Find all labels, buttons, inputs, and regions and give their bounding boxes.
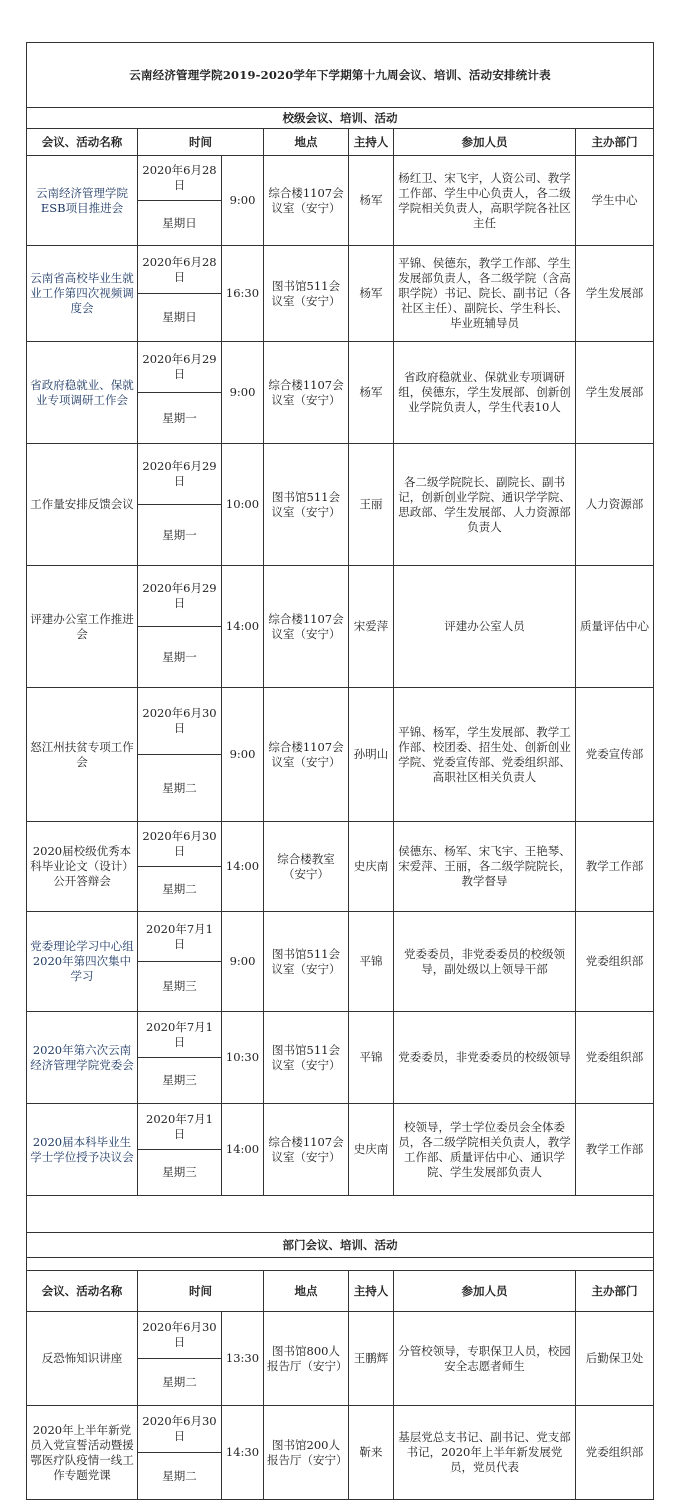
section-spacer [27,1196,654,1233]
event-date: 2020年7月1日 [138,1104,222,1150]
header-host: 主持人 [349,129,394,156]
event-participants: 评建办公室人员 [394,566,576,688]
event-location: 综合楼1107会议室（安宁） [264,156,349,246]
table-row [27,688,654,755]
event-weekday: 星期二 [138,1453,222,1500]
event-time: 13:30 [222,1312,264,1406]
event-weekday: 星期一 [138,505,222,566]
event-time: 9:00 [222,156,264,246]
event-host: 王丽 [349,444,394,566]
event-organizer: 学生发展部 [576,246,654,342]
event-date: 2020年6月29日 [138,566,222,627]
event-host: 杨军 [349,246,394,342]
event-host: 平锦 [349,912,394,1012]
table-row [27,444,654,505]
section-dept-heading: 部门会议、培训、活动 [27,1233,654,1258]
header-participants: 参加人员 [394,1271,576,1312]
event-location: 图书馆511会议室（安宁） [264,912,349,1012]
event-weekday: 星期日 [138,294,222,342]
event-name: 2020届校级优秀本科毕业论文（设计）公开答辩会 [27,822,138,912]
table-row [27,156,654,201]
header-organizer: 主办部门 [576,129,654,156]
event-date: 2020年6月29日 [138,342,222,393]
section-school-heading: 校级会议、培训、活动 [27,108,654,129]
header-location: 地点 [264,129,349,156]
event-date: 2020年6月30日 [138,1312,222,1359]
header-host: 主持人 [349,1271,394,1312]
event-name: 云南省高校毕业生就业工作第四次视频调度会 [27,246,138,342]
event-participants: 基层党总支书记、副书记、党支部书记，2020年上半年新发展党员，党员代表 [394,1406,576,1500]
event-participants: 校领导，学士学位委员会全体委员，各二级学院相关负责人，教学工作部、质量评估中心、通识学院、学生发展部负责人 [394,1104,576,1196]
event-participants: 分管校领导，专职保卫人员，校园安全志愿者师生 [394,1312,576,1406]
event-participants: 党委委员，非党委委员的校级领导 [394,1012,576,1104]
event-name: 反恐怖知识讲座 [27,1312,138,1406]
table-row [27,1104,654,1150]
table-row [27,342,654,393]
event-host: 杨军 [349,342,394,444]
header-time: 时间 [138,129,264,156]
event-participants: 侯德东、杨军、宋飞宇、王艳琴、宋爱萍、王丽，各二级学院院长，教学督导 [394,822,576,912]
event-host: 杨军 [349,156,394,246]
event-name: 怒江州扶贫专项工作会 [27,688,138,822]
header-participants: 参加人员 [394,129,576,156]
header-location: 地点 [264,1271,349,1312]
table-row [27,1012,654,1058]
event-location: 综合楼1107会议室（安宁） [264,688,349,822]
event-organizer: 党委组织部 [576,1406,654,1500]
event-name: 云南经济管理学院ESB项目推进会 [27,156,138,246]
event-time: 10:00 [222,444,264,566]
event-participants: 平锦、杨军，学生发展部、教学工作部、校团委、招生处、创新创业学院、党委宣传部、党委组织部、高职社区相关负责人 [394,688,576,822]
header-name: 会议、活动名称 [27,1271,138,1312]
event-location: 图书馆800人报告厅（安宁） [264,1312,349,1406]
event-weekday: 星期三 [138,962,222,1012]
event-host: 史庆南 [349,822,394,912]
header-organizer: 主办部门 [576,1271,654,1312]
page-title: 云南经济管理学院2019-2020学年下学期第十九周会议、培训、活动安排统计表 [27,43,654,108]
event-date: 2020年6月28日 [138,156,222,201]
event-weekday: 星期一 [138,393,222,444]
event-date: 2020年6月30日 [138,688,222,755]
event-host: 平锦 [349,1012,394,1104]
table-row [27,1406,654,1453]
event-time: 16:30 [222,246,264,342]
event-name: 工作量安排反馈会议 [27,444,138,566]
column-header-row [27,129,654,156]
event-time: 14:00 [222,1104,264,1196]
event-participants: 各二级学院院长、副院长、副书记，创新创业学院、通识学学院、思政部、学生发展部、人力资源部负责人 [394,444,576,566]
event-host: 孙明山 [349,688,394,822]
event-name: 2020年第六次云南经济管理学院党委会 [27,1012,138,1104]
event-organizer: 学生发展部 [576,342,654,444]
event-location: 综合楼教室（安宁） [264,822,349,912]
event-organizer: 党委宣传部 [576,688,654,822]
event-time: 14:30 [222,1406,264,1500]
event-host: 宋爱萍 [349,566,394,688]
event-location: 综合楼1107会议室（安宁） [264,342,349,444]
event-name: 2020届本科毕业生学士学位授予决议会 [27,1104,138,1196]
event-participants: 平锦、侯德东，教学工作部、学生发展部负责人，各二级学院（含高职学院）书记、院长、副书记（各社区主任）、副院长、学生科长、毕业班辅导员 [394,246,576,342]
event-organizer: 后勤保卫处 [576,1312,654,1406]
schedule-table [26,42,654,1500]
event-name: 省政府稳就业、保就业专项调研工作会 [27,342,138,444]
table-row [27,1312,654,1359]
header-time: 时间 [138,1271,264,1312]
event-time: 10:30 [222,1012,264,1104]
event-location: 图书馆511会议室（安宁） [264,1012,349,1104]
event-time: 9:00 [222,912,264,1012]
event-organizer: 党委组织部 [576,912,654,1012]
event-weekday: 星期三 [138,1058,222,1104]
event-host: 靳来 [349,1406,394,1500]
event-organizer: 质量评估中心 [576,566,654,688]
event-host: 史庆南 [349,1104,394,1196]
event-location: 图书馆200人报告厅（安宁） [264,1406,349,1500]
event-time: 14:00 [222,822,264,912]
event-weekday: 星期三 [138,1150,222,1196]
event-time: 9:00 [222,688,264,822]
header-name: 会议、活动名称 [27,129,138,156]
event-organizer: 教学工作部 [576,822,654,912]
event-weekday: 星期一 [138,627,222,688]
event-name: 党委理论学习中心组2020年第四次集中学习 [27,912,138,1012]
column-header-row [27,1271,654,1312]
event-participants: 省政府稳就业、保就业专项调研组，侯德东，学生发展部、创新创业学院负责人，学生代表10人 [394,342,576,444]
table-row [27,566,654,627]
event-date: 2020年7月1日 [138,912,222,962]
event-date: 2020年6月29日 [138,444,222,505]
event-host: 王鹏辉 [349,1312,394,1406]
event-organizer: 人力资源部 [576,444,654,566]
event-location: 综合楼1107会议室（安宁） [264,566,349,688]
event-name: 2020年上半年新党员入党宣誓活动暨援鄂医疗队疫情一线工作专题党课 [27,1406,138,1500]
event-time: 9:00 [222,342,264,444]
event-location: 图书馆511会议室（安宁） [264,444,349,566]
event-weekday: 星期日 [138,201,222,246]
event-participants: 党委委员，非党委委员的校级领导，副处级以上领导干部 [394,912,576,1012]
table-row [27,822,654,867]
event-organizer: 教学工作部 [576,1104,654,1196]
event-organizer: 学生中心 [576,156,654,246]
event-location: 综合楼1107会议室（安宁） [264,1104,349,1196]
event-name: 评建办公室工作推进会 [27,566,138,688]
event-location: 图书馆511会议室（安宁） [264,246,349,342]
event-date: 2020年6月30日 [138,1406,222,1453]
event-weekday: 星期二 [138,1359,222,1406]
event-participants: 杨红卫、宋飞宇，人资公司、教学工作部、学生中心负责人，各二级学院相关负责人，高职学院各社区主任 [394,156,576,246]
event-date: 2020年6月30日 [138,822,222,867]
table-row [27,246,654,294]
table-row [27,912,654,962]
event-weekday: 星期二 [138,755,222,822]
event-organizer: 党委组织部 [576,1012,654,1104]
event-time: 14:00 [222,566,264,688]
section-spacer [27,1258,654,1271]
event-date: 2020年7月1日 [138,1012,222,1058]
event-date: 2020年6月28日 [138,246,222,294]
event-weekday: 星期二 [138,867,222,912]
